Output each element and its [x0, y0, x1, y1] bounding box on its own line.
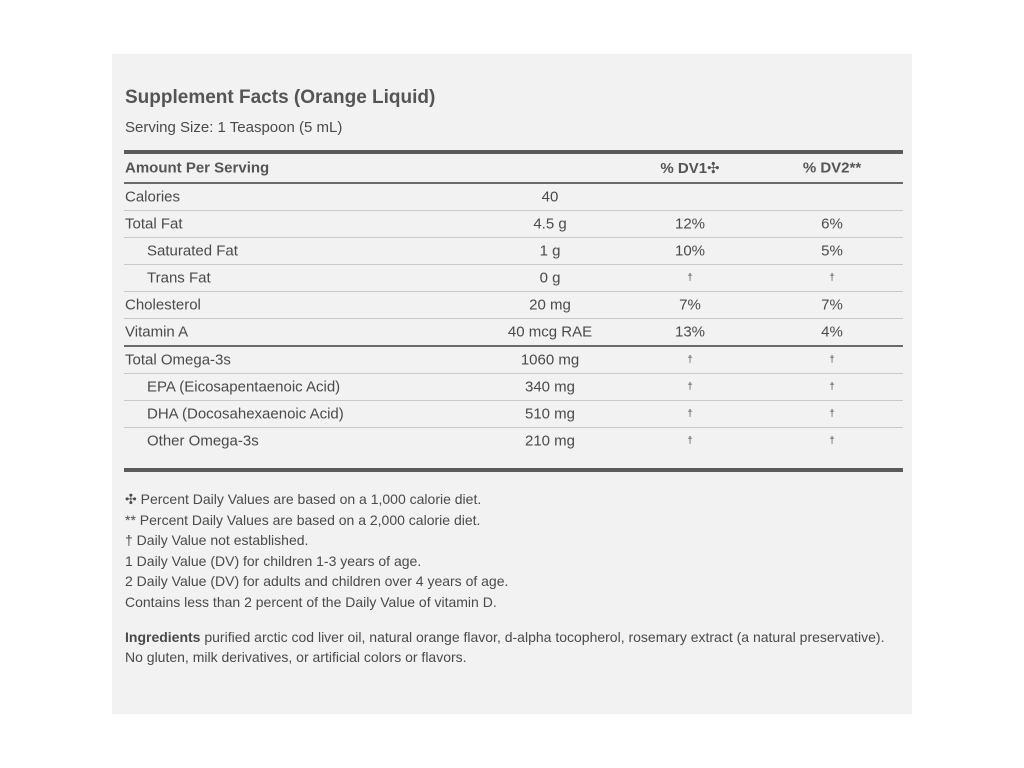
footnote-item: 1 Daily Value (DV) for children 1-3 years of age. [125, 552, 422, 569]
ingredients-list: purified arctic cod liver oil, natural orange flavor, d-alpha tocopherol, rosemary extract (a natural preservative). [200, 629, 885, 645]
panel-title: Supplement Facts (Orange Liquid) [125, 87, 436, 108]
nutrient-name: Calories [125, 188, 181, 206]
serving-size: Serving Size: 1 Teaspoon (5 mL) [125, 119, 343, 136]
table-row: DHA (Docosahexaenoic Acid) 510 mg † † [124, 401, 903, 428]
table-row: Saturated Fat 1 g 10% 5% [124, 238, 903, 265]
bottom-divider [124, 468, 903, 472]
footnote-item: † Daily Value not established. [125, 532, 309, 548]
nutrient-name: Vitamin A [125, 323, 189, 341]
table-row: Trans Fat 0 g † † [124, 265, 903, 292]
nutrient-name: Trans Fat [147, 269, 211, 287]
nutrient-name: DHA (Docosahexaenoic Acid) [147, 405, 344, 423]
supplement-facts-panel [112, 54, 912, 714]
table-row: Total Fat 4.5 g 12% 6% [124, 211, 903, 238]
footnotes [125, 489, 508, 612]
ingredients-note: No gluten, milk derivatives, or artificial colors or flavors. [125, 649, 467, 665]
nutrient-name: Cholesterol [125, 296, 201, 314]
ingredients-text [125, 627, 905, 647]
nutrition-table [124, 150, 903, 472]
table-row: Calories 40 [124, 184, 903, 211]
footnote-item: ✣ Percent Daily Values are based on a 1,000 calorie diet. [125, 491, 482, 507]
nutrient-name: Saturated Fat [147, 242, 238, 260]
nutrient-name: Total Fat [125, 215, 183, 233]
ingredients-label: Ingredients [125, 629, 201, 645]
table-row: EPA (Eicosapentaenoic Acid) 340 mg † † [124, 374, 903, 401]
table-row: Cholesterol 20 mg 7% 7% [124, 292, 903, 319]
ingredients-section [125, 627, 905, 667]
footnote-item: ** Percent Daily Values are based on a 2,000 calorie diet. [125, 511, 481, 528]
nutrient-name: EPA (Eicosapentaenoic Acid) [147, 378, 341, 396]
nutrient-name: Total Omega-3s [125, 351, 231, 369]
table-header-row: Amount Per Serving % DV1✣ % DV2** [124, 154, 903, 184]
table-row: Other Omega-3s 210 mg † † [147, 432, 835, 450]
header-amount-per-serving: Amount Per Serving [125, 159, 270, 177]
footnote-item: 2 Daily Value (DV) for adults and children over 4 years of age. [125, 573, 509, 589]
footnote-item: Contains less than 2 percent of the Daily Value of vitamin D. [125, 593, 497, 610]
table-row: Total Omega-3s 1060 mg † † [124, 347, 903, 374]
nutrient-name: Other Omega-3s [147, 432, 259, 450]
table-row: Vitamin A 40 mcg RAE 13% 4% [124, 319, 903, 347]
